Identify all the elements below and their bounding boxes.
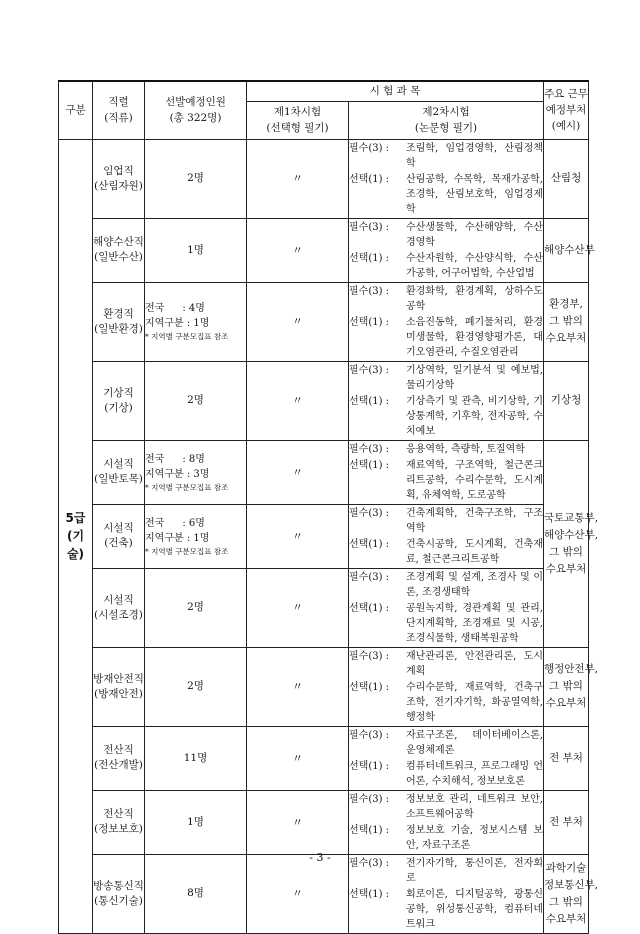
dept-line: 환경부, xyxy=(549,298,583,310)
first-exam-cell: 〃 xyxy=(247,790,349,854)
quota-cell: 11명 xyxy=(145,726,247,790)
table-row xyxy=(59,504,589,568)
quota-note: * 지역별 구분모집표 참조 xyxy=(145,482,229,492)
dept-line: 수요부처 xyxy=(545,562,587,575)
dept-line: 수요부처 xyxy=(545,332,587,344)
second-exam-cell xyxy=(349,568,544,647)
elective-subjects: 수리수문학, 재료역학, 건축구조학, 전기자기학, 화공열역학, 행정학 xyxy=(406,681,543,723)
first-exam-cell: 〃 xyxy=(247,440,349,504)
header-quota-line1: 선발예정인원 xyxy=(165,96,226,109)
first-exam-cell: 〃 xyxy=(247,218,349,282)
header-job-line1: 직렬 xyxy=(108,96,129,109)
table-row xyxy=(59,568,589,647)
elective-label: 선택(1) : xyxy=(349,681,390,693)
second-exam-cell xyxy=(349,504,544,568)
elective-label: 선택(1) : xyxy=(349,602,390,614)
grade-line1: 5급 xyxy=(65,511,86,525)
first-exam-cell: 〃 xyxy=(247,361,349,440)
elective-subjects: 기상측기 및 관측, 비기상학, 기상통계학, 기후학, 전자공학, 수치예보 xyxy=(406,395,543,437)
quota-cell: 2명 xyxy=(145,568,247,647)
grade-cell xyxy=(59,139,93,933)
dept-line: 산림청 xyxy=(550,172,582,184)
job-type: (일반토목) xyxy=(94,473,143,485)
job-cell xyxy=(93,790,145,854)
elective-label: 선택(1) : xyxy=(349,760,390,772)
job-type: (전산개발) xyxy=(94,759,143,771)
job-name: 시설직 xyxy=(103,522,134,534)
dept-line: 기상청 xyxy=(550,394,582,406)
job-cell xyxy=(93,647,145,726)
first-exam-cell: 〃 xyxy=(247,854,349,933)
quota-national-value: : 8명 xyxy=(182,453,205,465)
dept-cell xyxy=(544,726,589,790)
second-exam-cell xyxy=(349,218,544,282)
quota-cell xyxy=(145,504,247,568)
dept-line: 과학기술 xyxy=(545,861,587,874)
dept-cell xyxy=(544,139,589,218)
elective-subjects: 컴퓨터네트워크, 프로그래밍 언어론, 수치해석, 정보보호론 xyxy=(406,760,543,787)
job-name: 시설직 xyxy=(103,458,134,470)
elective-subjects: 수산자원학, 수산양식학, 수산가공학, 어구어법학, 수산업법 xyxy=(406,252,543,279)
header-first-exam-line2: (선택형 필기) xyxy=(266,122,329,134)
quota-national xyxy=(145,516,246,531)
job-type: (기상) xyxy=(104,401,133,414)
required-subjects: 수산생물학, 수산해양학, 수산경영학 xyxy=(406,221,543,248)
elective-label: 선택(1) : xyxy=(349,888,390,900)
job-name: 기상직 xyxy=(103,386,134,399)
second-exam-cell xyxy=(349,440,544,504)
second-exam-cell xyxy=(349,139,544,218)
table-row xyxy=(59,440,589,504)
job-type: (정보보호) xyxy=(94,823,143,835)
job-name: 전산직 xyxy=(103,744,134,756)
required-label: 필수(3) : xyxy=(349,729,390,741)
elective-subjects: 산림공학, 수목학, 목재가공학, 조경학, 산림보호학, 임업경제학 xyxy=(406,173,543,215)
required-label: 필수(3) : xyxy=(349,364,390,376)
second-exam-cell xyxy=(349,282,544,361)
header-quota-line2: (총 322명) xyxy=(169,112,222,125)
quota-national-label: 전국 xyxy=(145,453,165,465)
required-subjects: 전기자기학, 통신이론, 전자회로 xyxy=(406,857,543,884)
quota-cell xyxy=(145,440,247,504)
second-exam-cell xyxy=(349,361,544,440)
quota-region: 지역구분 : 1명 xyxy=(145,318,210,329)
job-name: 해양수산직 xyxy=(93,236,144,248)
table-row xyxy=(59,647,589,726)
quota-national xyxy=(145,301,246,316)
elective-subjects: 소음진동학, 폐기물처리, 환경미생물학, 환경영향평가론, 대기오염관리, 수질오염관리 xyxy=(406,316,543,358)
required-label: 필수(3) : xyxy=(349,221,390,233)
required-subjects: 자료구조론, 데이터베이스론, 운영체제론 xyxy=(406,729,543,756)
elective-label: 선택(1) : xyxy=(349,173,390,185)
table-row xyxy=(59,790,589,854)
first-exam-cell: 〃 xyxy=(247,504,349,568)
dept-line: 그 밖의 xyxy=(549,315,583,327)
required-subjects: 재난관리론, 안전관리론, 도시계획 xyxy=(406,650,543,677)
elective-subjects: 공원녹지학, 경관계획 및 관리, 단지계획학, 조경재료 및 시공, 조경식물학, 생태복원공학 xyxy=(406,602,543,644)
job-type: (건축) xyxy=(104,537,133,549)
job-type: (일반수산) xyxy=(94,251,143,263)
dept-line: 전 부처 xyxy=(549,751,583,764)
job-cell xyxy=(93,726,145,790)
table-row xyxy=(59,361,589,440)
quota-national-label: 전국 xyxy=(145,517,165,529)
required-label: 필수(3) : xyxy=(349,285,390,297)
quota-cell: 1명 xyxy=(145,218,247,282)
header-job xyxy=(93,81,145,139)
quota-note: * 지역별 구분모집표 참조 xyxy=(145,546,229,556)
quota-cell: 2명 xyxy=(145,139,247,218)
elective-subjects: 건축시공학, 도시계획, 건축재료, 철근콘크리트공학 xyxy=(406,538,543,565)
dept-line: 행정안전부, xyxy=(544,663,599,675)
elective-label: 선택(1) : xyxy=(349,459,390,471)
required-subjects: 응용역학, 측량학, 토질역학 xyxy=(406,443,525,455)
required-subjects: 건축계획학, 건축구조학, 구조역학 xyxy=(406,507,543,534)
job-cell xyxy=(93,568,145,647)
dept-cell xyxy=(544,440,599,647)
job-name: 임업직 xyxy=(103,164,134,177)
quota-national-value: : 6명 xyxy=(182,517,205,529)
required-label: 필수(3) : xyxy=(349,142,390,154)
dept-cell xyxy=(544,790,589,854)
dept-line: 해양수산부 xyxy=(544,243,595,256)
dept-line: 그 밖의 xyxy=(549,680,583,692)
job-cell xyxy=(93,504,145,568)
first-exam-cell: 〃 xyxy=(247,139,349,218)
quota-cell: 1명 xyxy=(145,790,247,854)
required-label: 필수(3) : xyxy=(349,507,390,519)
table-row xyxy=(59,218,589,282)
header-first-exam-line1: 제1차시험 xyxy=(273,106,322,118)
job-cell xyxy=(93,218,145,282)
dept-cell xyxy=(544,218,595,282)
dept-line: 그 밖의 xyxy=(549,895,583,908)
table-row xyxy=(59,726,589,790)
elective-label: 선택(1) : xyxy=(349,252,390,264)
required-label: 필수(3) : xyxy=(349,857,390,869)
header-quota xyxy=(145,81,247,139)
required-subjects: 환경화학, 환경계획, 상하수도공학 xyxy=(406,285,543,312)
required-subjects: 정보보호 관리, 네트워크 보안, 소프트웨어공학 xyxy=(406,793,543,820)
dept-line: 전 부처 xyxy=(549,815,583,828)
required-label: 필수(3) : xyxy=(349,650,390,662)
quota-note: * 지역별 구분모집표 참조 xyxy=(145,332,229,341)
quota-cell: 8명 xyxy=(145,854,247,933)
required-subjects: 기상역학, 일기분석 및 예보법, 물리기상학 xyxy=(406,364,543,391)
grade-line2: (기술) xyxy=(66,529,85,561)
header-job-line2: (직류) xyxy=(104,112,133,125)
header-exam-subjects: 시 험 과 목 xyxy=(247,81,544,101)
dept-cell xyxy=(544,282,589,361)
elective-label: 선택(1) : xyxy=(349,538,390,550)
second-exam-cell xyxy=(349,854,544,933)
job-name: 환경직 xyxy=(103,307,134,320)
required-subjects: 조경계획 및 설계, 조경사 및 이론, 조경생태학 xyxy=(406,571,543,598)
elective-label: 선택(1) : xyxy=(349,395,390,407)
second-exam-cell xyxy=(349,726,544,790)
dept-line: 국토교통부, xyxy=(544,511,599,524)
required-label: 필수(3) : xyxy=(349,571,390,583)
job-cell xyxy=(93,440,145,504)
header-first-exam xyxy=(247,101,349,139)
first-exam-cell: 〃 xyxy=(247,647,349,726)
job-type: (산림자원) xyxy=(94,179,143,192)
job-type: (방재안전) xyxy=(94,687,143,700)
header-second-exam-line1: 제2차시험 xyxy=(422,106,470,118)
job-cell xyxy=(93,854,145,933)
quota-national-label: 전국 xyxy=(145,303,165,314)
dept-cell xyxy=(544,647,599,726)
elective-label: 선택(1) : xyxy=(349,316,390,328)
header-category: 구분 xyxy=(59,81,93,139)
job-name: 전산직 xyxy=(103,808,134,820)
table-row xyxy=(59,282,589,361)
required-label: 필수(3) : xyxy=(349,443,390,455)
elective-subjects: 재료역학, 구조역학, 철근콘크리트공학, 수리수문학, 도시계획, 유체역학, 도로공학 xyxy=(406,459,543,501)
job-name: 시설직 xyxy=(103,593,134,606)
second-exam-cell xyxy=(349,790,544,854)
quota-national-value: : 4명 xyxy=(182,303,205,314)
first-exam-cell: 〃 xyxy=(247,568,349,647)
dept-line: 그 밖의 xyxy=(549,545,583,558)
job-name: 방송통신직 xyxy=(93,879,144,892)
dept-cell xyxy=(544,361,589,440)
job-cell xyxy=(93,282,145,361)
quota-region: 지역구분 : 1명 xyxy=(145,532,210,544)
elective-subjects: 정보보호 기술, 정보시스템 보안, 자료구조론 xyxy=(406,824,543,851)
dept-cell xyxy=(544,854,599,933)
job-cell xyxy=(93,361,145,440)
page-number: - 3 - xyxy=(309,851,331,864)
table-row xyxy=(59,139,589,218)
job-type: (시설조경) xyxy=(94,608,143,621)
job-name: 방재안전직 xyxy=(93,672,144,685)
job-cell xyxy=(93,139,145,218)
dept-line: 수요부처 xyxy=(545,697,587,709)
dept-line: 해양수산부, xyxy=(544,528,599,541)
header-dept-line3: (예시) xyxy=(551,120,581,133)
required-label: 필수(3) : xyxy=(349,793,390,805)
job-type: (일반환경) xyxy=(94,322,143,335)
quota-national xyxy=(145,452,246,467)
quota-cell xyxy=(145,282,247,361)
header-second-exam-line2: (논문형 필기) xyxy=(414,122,478,134)
elective-subjects: 회로이론, 디지털공학, 광통신공학, 위성통신공학, 컴퓨터네트워크 xyxy=(406,888,543,930)
second-exam-cell xyxy=(349,647,544,726)
exam-table xyxy=(58,80,599,934)
quota-region: 지역구분 : 3명 xyxy=(145,468,210,480)
header-dept-line1: 주요 근무 xyxy=(544,88,588,101)
header-second-exam xyxy=(349,101,544,139)
job-type: (통신기술) xyxy=(94,894,143,907)
header-dept xyxy=(544,81,589,139)
elective-label: 선택(1) : xyxy=(349,824,390,836)
dept-line: 수요부처 xyxy=(545,912,587,925)
quota-cell: 2명 xyxy=(145,361,247,440)
table-row xyxy=(59,854,589,933)
first-exam-cell: 〃 xyxy=(247,726,349,790)
required-subjects: 조림학, 임업경영학, 산림정책학 xyxy=(406,142,543,169)
header-dept-line2: 예정부처 xyxy=(545,104,587,117)
first-exam-cell: 〃 xyxy=(247,282,349,361)
dept-line: 정보통신부, xyxy=(544,878,599,891)
quota-cell: 2명 xyxy=(145,647,247,726)
